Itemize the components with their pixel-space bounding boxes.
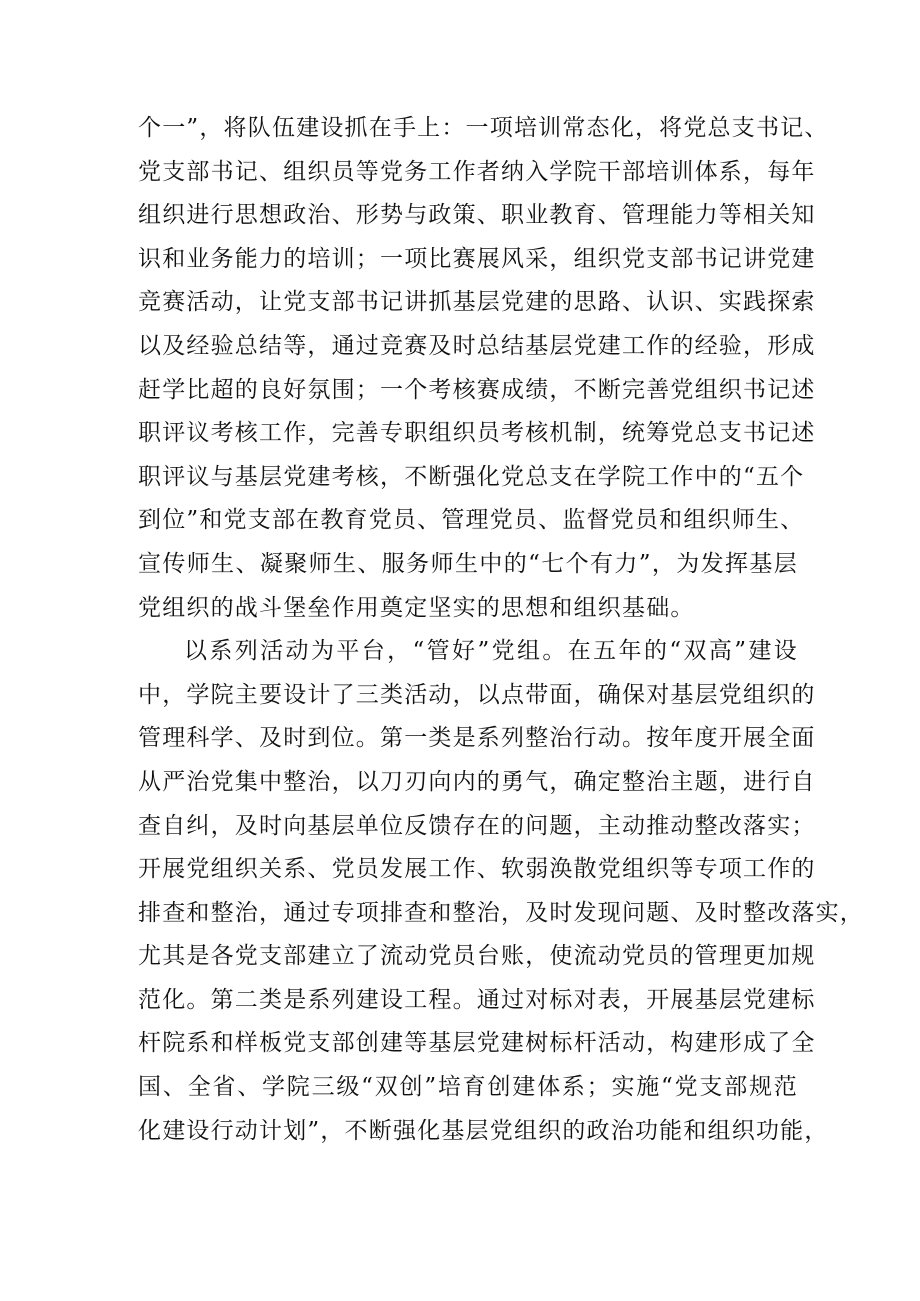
paragraph-line: 范化。第二类是系列建设工程。通过对标对表，开展基层党建标	[138, 986, 816, 1013]
paragraph-line: 职评议与基层党建考核，不断强化党总支在学院工作中的“五个	[138, 463, 805, 490]
paragraph-line: 杆院系和样板党支部创建等基层党建树标杆活动，构建形成了全	[138, 1030, 816, 1057]
paragraph-line: 赶学比超的良好氛围；一个考核赛成绩，不断完善党组织书记述	[138, 376, 816, 403]
paragraph-2	[138, 630, 864, 1153]
paragraph-line: 以系列活动为平台，“管好”党组。在五年的“双高”建设	[184, 638, 798, 665]
paragraph-line: 查自纠，及时向基层单位反馈存在的问题，主动推动整改落实；	[138, 812, 816, 839]
paragraph-line: 组织进行思想政治、形势与政策、职业教育、管理能力等相关知	[138, 202, 816, 229]
paragraph-line: 宣传师生、凝聚师生、服务师生中的“七个有力”，为发挥基层	[138, 550, 798, 577]
paragraph-line: 党支部书记、组织员等党务工作者纳入学院干部培训体系，每年	[138, 158, 816, 185]
paragraph-1	[138, 107, 829, 630]
paragraph-line: 尤其是各党支部建立了流动党员台账，使流动党员的管理更加规	[138, 943, 816, 970]
paragraph-line: 管理科学、及时到位。第一类是系列整治行动。按年度开展全面	[138, 725, 816, 752]
paragraph-line: 个一”，将队伍建设抓在手上：一项培训常态化，将党总支书记、	[138, 115, 829, 141]
paragraph-line: 从严治党集中整治，以刀刃向内的勇气，确定整治主题，进行自	[138, 768, 816, 795]
paragraph-line: 化建设行动计划”，不断强化基层党组织的政治功能和组织功能，	[138, 1117, 829, 1144]
paragraph-line: 党组织的战斗堡垒作用奠定坚实的思想和组织基础。	[138, 594, 695, 621]
paragraph-line: 国、全省、学院三级“双创”培育创建体系；实施“党支部规范	[138, 1074, 798, 1101]
paragraph-line: 以及经验总结等，通过竞赛及时总结基层党建工作的经验，形成	[138, 332, 816, 359]
paragraph-line: 职评议考核工作，完善专职组织员考核机制，统筹党总支书记述	[138, 420, 816, 447]
paragraph-line: 到位”和党支部在教育党员、管理党员、监督党员和组织师生、	[138, 507, 805, 534]
paragraph-line: 识和业务能力的培训；一项比赛展风采，组织党支部书记讲党建	[138, 245, 816, 272]
paragraph-line: 中，学院主要设计了三类活动，以点带面，确保对基层党组织的	[138, 681, 816, 708]
document-body	[138, 107, 864, 1153]
paragraph-line: 排查和整治，通过专项排查和整治，及时发现问题、及时整改落实，	[138, 899, 864, 926]
paragraph-line: 竞赛活动，让党支部书记讲抓基层党建的思路、认识、实践探索	[138, 289, 816, 316]
paragraph-line: 开展党组织关系、党员发展工作、软弱涣散党组织等专项工作的	[138, 856, 816, 883]
